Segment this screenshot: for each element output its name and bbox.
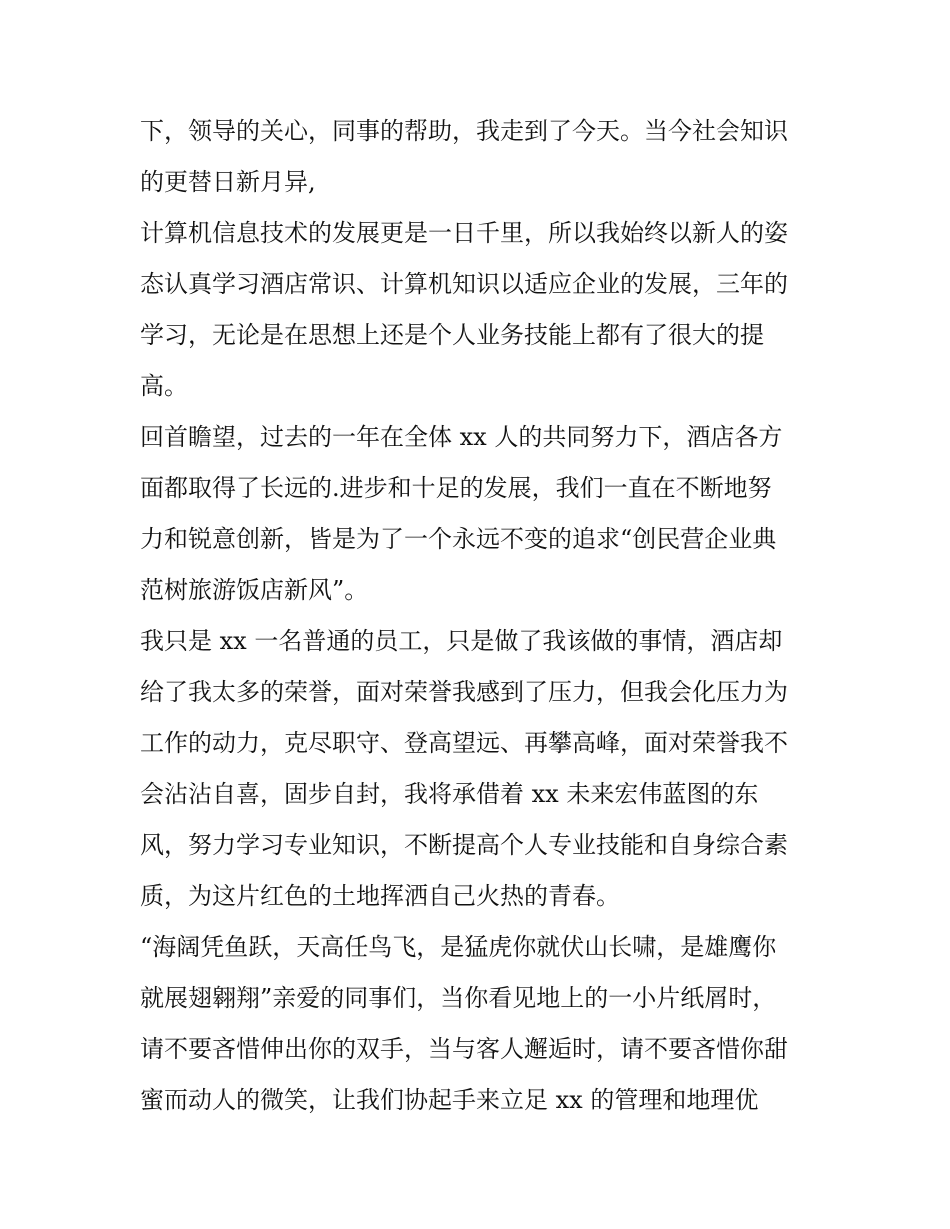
text-line: 面都取得了长远的.进步和十足的发展，我们一直在不断地努 [140, 474, 772, 502]
text-line: 高。 [140, 372, 188, 400]
text-line: 我只是 xx 一名普通的员工，只是做了我该做的事情，酒店却 [140, 627, 783, 655]
text-line: “海阔凭鱼跃，天高任鸟飞，是猛虎你就伏山长啸，是雄鹰你 [140, 933, 777, 961]
text-line: 下，领导的关心，同事的帮助，我走到了今天。当今社会知识 [140, 117, 788, 145]
text-line: 给了我太多的荣誉，面对荣誉我感到了压力，但我会化压力为 [140, 678, 788, 706]
text-line: 请不要吝惜伸出你的双手，当与客人邂逅时，请不要吝惜你甜 [140, 1035, 788, 1063]
text-line: 的更替日新月异, [140, 168, 316, 196]
text-line: 计算机信息技术的发展更是一日千里，所以我始终以新人的姿 [140, 219, 788, 247]
text-line: 会沾沾自喜，固步自封，我将承借着 xx 未来宏伟蓝图的东 [140, 780, 759, 808]
text-line: 质，为这片红色的土地挥洒自己火热的青春。 [140, 882, 620, 910]
text-line: 就展翅翱翔”亲爱的同事们，当你看见地上的一小片纸屑时， [140, 984, 777, 1012]
body-text [140, 106, 830, 1126]
text-line: 风，努力学习专业知识，不断提高个人专业技能和自身综合素 [140, 831, 788, 859]
text-line: 蜜而动人的微笑，让我们协起手来立足 xx 的管理和地理优 [140, 1086, 759, 1114]
text-line: 范树旅游饭店新风”。 [140, 576, 369, 604]
text-line: 学习，无论是在思想上还是个人业务技能上都有了很大的提 [140, 321, 764, 349]
text-line: 力和锐意创新，皆是为了一个永远不变的追求“创民营企业典 [140, 525, 777, 553]
text-line: 态认真学习酒店常识、计算机知识以适应企业的发展，三年的 [140, 270, 788, 298]
text-line: 工作的动力，克尽职守、登高望远、再攀高峰，面对荣誉我不 [140, 729, 788, 757]
text-line: 回首瞻望，过去的一年在全体 xx 人的共同努力下，酒店各方 [140, 423, 783, 451]
